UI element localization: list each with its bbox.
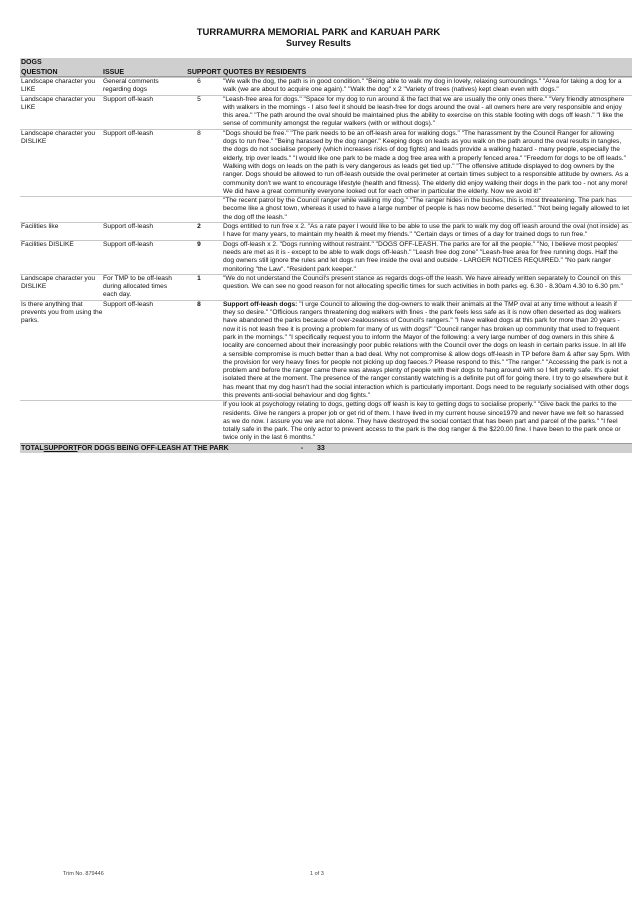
- document-subtitle: Survey Results: [285, 38, 352, 48]
- header-support: SUPPORT: [187, 69, 221, 76]
- column-headers: [20, 68, 632, 77]
- trim-number: Trim No. 879446: [63, 871, 104, 877]
- section-header: DOGS: [20, 58, 632, 68]
- row-quotes: If you look at psychology relating to dogs, getting dogs off leash is key to getting dogs to socialise properly." "Give back the parks to the residents. Give he rangers a proper job or get rid of them. I have lived in my current house since1979 and never have we felt so harassed as we do now. I assure you we are not alone. They have destroyed the social contact that has been part and parcel of the parks." "I feel totally safe in the park. The only actor to prevent access to the park is the dog ranger & the $220.00 fine. I have been to the park once or twice only in the last 6 months.": [223, 401, 624, 442]
- table-row: [20, 240, 632, 274]
- table-row: [20, 196, 632, 222]
- table-row: [20, 222, 632, 240]
- row-issue: [103, 197, 181, 222]
- row-support: 1: [197, 274, 201, 282]
- row-question: Facilities like: [21, 223, 59, 231]
- header-question: QUESTION: [21, 69, 58, 76]
- total-suffix: FOR DOGS BEING OFF-LEASH AT THE PARK: [77, 444, 229, 452]
- row-support: 6: [197, 78, 201, 85]
- row-quotes: "We walk the dog, the path is in good condition." "Being able to walk my dog in lovely, relaxing surroundings." "Area for taking a dog for a walk (we are about to acquire one again)." "Walk the dog" x 2 "Variety of trees (natives) kept clean even with dogs.": [223, 78, 622, 94]
- row-question: Landscape character you DISLIKE: [21, 129, 96, 146]
- row-issue: Support off-leash: [103, 223, 154, 231]
- quotes-lead: Support off-leash dogs:: [223, 300, 298, 308]
- row-issue: Support off-leash: [103, 129, 154, 137]
- row-quotes: "The recent patrol by the Council ranger while walking my dog." "The ranger hides in the bushes, this is most threatening. The park has become like a ghost town, whereas it used to have a large number of people is has now become deserted." "Not being legally allowed to let the dog off the leash.": [223, 197, 630, 221]
- row-issue: Support off-leash: [103, 240, 154, 248]
- document-title: TURRAMURRA MEMORIAL PARK and KARUAH PARK: [196, 27, 441, 38]
- table-row: [20, 400, 632, 442]
- row-question: Landscape character you DISLIKE: [21, 274, 96, 291]
- total-value: 33: [317, 444, 325, 452]
- header-quotes: QUOTES BY RESIDENTS: [223, 69, 307, 76]
- row-question: [20, 401, 103, 442]
- row-question: Landscape character you LIKE: [21, 78, 96, 94]
- table-row: [20, 274, 632, 300]
- row-quotes: "Leash-free area for dogs." "Space for my dog to run around & the fact that we are usually the only ones there." "Very friendly atmosphere with walkers in the mornings - I also feel it should be leash-free for dogs around the oval - all owners here are very responsible and enjoy this area." "The path around the oval should be maintained plus the ability to exercise on this stable footing with dogs off leash." "I like the sense of community amongst the regular walkers (with or without dogs).": [223, 95, 625, 128]
- table-row: [20, 129, 632, 196]
- table-row: [20, 300, 632, 401]
- row-support: 9: [197, 240, 201, 248]
- table-row: [20, 77, 632, 95]
- row-support: 8: [197, 129, 201, 137]
- table-row: [20, 95, 632, 129]
- row-issue: For TMP to be off-leash during allocated times each day.: [103, 274, 172, 299]
- row-quotes: Dogs off-leash x 2. "Dogs running without restraint." "DOGS OFF-LEASH. The parks are for all the people." "No, I believe most peoples' needs are met as it is - except to be able to walk dogs off-leash." "Leash free dog zone" "Leash-free area for free running dogs. Half the dog owners still ignore the rules and let dogs run free inside the oval and outside - LARGER NOTICES REQUIRED." "No park ranger monitoring "the Law". "Resident park keeper.": [223, 240, 619, 273]
- quotes-text: "I urge Council to allowing the dog-owners to walk their animals at the TMP oval at any time without a leash if they so desire." "Officious rangers threatening dog walkers with fines - the park feels less safe as it is now often deserted as dog walkers have abandoned the parks because of over-zealousness of Council's rangers." "I have walked dogs at this park for more than 20 years - now it is not leash free it is proving a problem for many of us with dogs!" "Council ranger has broken up community that used to frequent park in the mornings." "I specifically request you to inform the Mayor of the following: a very large number of dog owners in this shire & locality are concerned about their increasingly poor public relations with the Council over the dogs on leash in certain parks issue. In all life a sensible compromise is much better than a bad deal. Why not compromise & allow dogs off-leash in TP before 8am & after say 5pm. With the provision for very heavy fines for people not picking up dog faeces.? Please respond to this." "The ranger." "Accessing the park is not a problem and before the ranger came there was always plenty of people with their dogs to hang around with so I felt pretty safe. It's quiet isolated there at the moment. The presence of the ranger constantly watching is a definite put off for going there. I try to go elsewhere but it has meant that my dog hasn't had the social interaction which is particularly important. Dogs need to be regularly socialised with other dogs this prevents anti-social behaviour and dog fights.": [223, 300, 630, 399]
- row-question: Facilities DISLIKE: [21, 240, 74, 248]
- row-quotes: "We do not understand the Council's present stance as regards dogs-off the leash. We have already written separately to Council on this question. We can see no good reason for not allocating specific times for such activities in both parks eg. 6.30 - 8.30am 4.30 to 6.30 pm.": [223, 274, 623, 291]
- survey-table: [20, 58, 632, 453]
- row-quotes: [223, 301, 632, 401]
- page-number: 1 of 3: [310, 871, 324, 877]
- header-issue: ISSUE: [103, 69, 125, 76]
- row-issue: General comments regarding dogs: [103, 78, 159, 94]
- row-support: [181, 401, 223, 442]
- row-support: [181, 197, 223, 222]
- total-dash: -: [300, 444, 304, 452]
- total-row: [20, 443, 632, 453]
- row-issue: Support off-leash: [103, 300, 154, 308]
- row-question: [20, 197, 103, 222]
- row-quotes: "Dogs should be free." "The park needs to be an off-leash area for walking dogs." "The harassment by the Council Ranger for allowing dogs to run free." "Being harassed by the dog ranger." Keeping dogs on leads as you walk on the path around the oval results in tangles, the dogs do not socialise properly (which increases risks of dog fights) and leads provide a walking hazard - many people, especially the elderly, trip over leads." "I would like one park to be made a dog free area with a properly fenced area." "Freedom for dogs to be off leads." Walking with dogs on leads on the path is very dangerous as leads get tied up." "The offensive attitude displayed to dog owners by the ranger. Dogs should be allowed to run off-leash outside the oval perimeter at certain times subject to a responsible attitude by owners. As a community don't we want to encourage lifestyle (health and fitness). The elderly did enjoy walking their dogs in the park too - not any more! We did have a great community everyone looked out for each other in particular the elderly. Now we avoid it!": [223, 129, 629, 195]
- row-question: Landscape character you LIKE: [21, 95, 96, 111]
- row-support: 5: [197, 95, 201, 103]
- row-support: 2: [197, 223, 201, 231]
- row-question: Is there anything that prevents you from using the parks.: [21, 300, 103, 325]
- total-underlined: SUPPORT: [43, 444, 78, 452]
- row-quotes: Dogs entitled to run free x 2. "As a rate payer I would like to be able to use the park to walk my dog off leash around the oval (not inside) as I have for many years, to maintain my health & meet my friends." "Certain days or times of a day for trained dogs to run free.": [223, 223, 629, 239]
- total-prefix: TOTAL: [21, 444, 44, 452]
- row-issue: Support off-leash: [103, 95, 154, 103]
- row-issue: [103, 401, 181, 442]
- row-support: 8: [197, 300, 201, 308]
